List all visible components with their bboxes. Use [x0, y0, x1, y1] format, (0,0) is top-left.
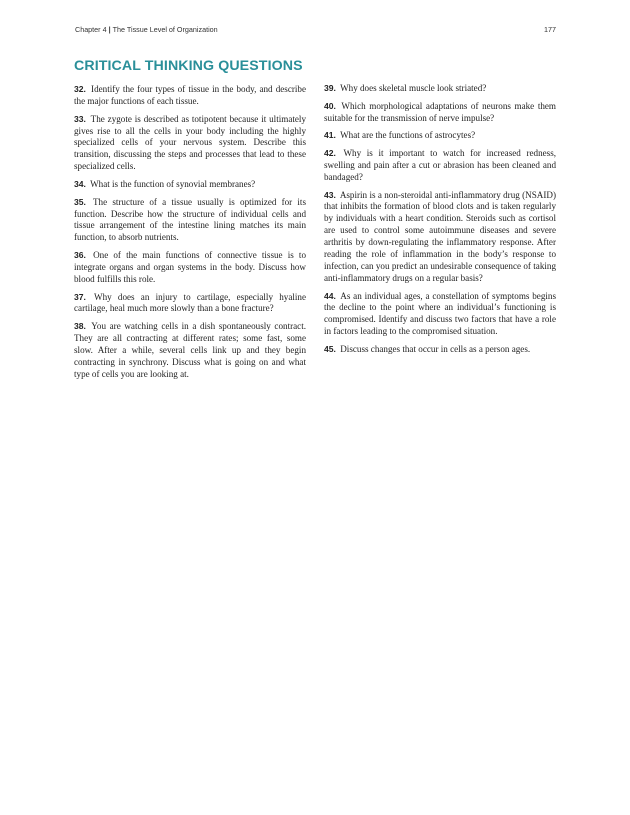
question-number: 34. [74, 178, 86, 189]
question-number: 37. [74, 291, 86, 302]
question-text: As an individual ages, a constellation of symptoms begins the decline to the point where an individual’s functioning is compromised. Identify and discuss two factors that have a role in factors leading to the compromised situation. [324, 290, 556, 337]
question-number: 45. [324, 344, 336, 354]
chapter-title: The Tissue Level of Organization [112, 25, 218, 34]
question-number: 32. [74, 84, 86, 94]
question-text: You are watching cells in a dish spontaneously contract. They are all contracting at different rates; some fast, some slow. After a while, several cells link up and they begin contracting in synchrony. Discuss what is going on and what type of cells you are looking at. [74, 321, 306, 379]
question-text: Discuss changes that occur in cells as a person ages. [340, 344, 531, 354]
question-42 [324, 148, 556, 184]
question-37 [74, 292, 306, 316]
question-text: Identify the four types of tissue in the body, and describe the major functions of each tissue. [74, 84, 306, 106]
question-number: 38. [74, 321, 86, 332]
question-text: Which morphological adaptations of neurons make them suitable for the transmission of nerve impulse? [324, 100, 557, 123]
page-number: 177 [544, 25, 556, 34]
question-39 [324, 83, 556, 95]
question-text: What is the function of synovial membranes? [90, 178, 256, 189]
question-number: 43. [324, 189, 336, 200]
chapter-label: Chapter 4 [75, 25, 107, 34]
question-number: 39. [324, 83, 336, 93]
question-text: Aspirin is a non-steroidal anti-inflammatory drug (NSAID) that inhibits the formation of blood clots and is taken regularly by individuals with a heart condition. Steroids such as cortisol are used to control some autoimmune diseases and severe arthritis by down-regulating the inflammatory response. After reading the role of inflammation in the body’s response to infection, can you predict an undesirable consequence of taking anti-inflammatory drugs on a regular basis? [324, 189, 556, 283]
question-33 [74, 114, 306, 174]
header-separator: | [108, 25, 111, 34]
question-38 [74, 321, 306, 381]
questions-column-left [74, 84, 306, 387]
question-text: One of the main functions of connective tissue is to integrate organs and organ systems in the body. Discuss how blood fulfills this role. [74, 250, 306, 284]
section-title: CRITICAL THINKING QUESTIONS [74, 58, 303, 74]
question-32 [74, 84, 306, 108]
question-36 [74, 250, 306, 286]
question-34 [74, 179, 306, 191]
running-head [75, 25, 218, 34]
question-number: 41. [324, 130, 336, 141]
question-text: The structure of a tissue usually is optimized for its function. Describe how the structure of individual cells and tissue arrangement of the intestine lining matches its main function, to absorb nutrients. [74, 196, 307, 243]
question-40 [324, 101, 556, 125]
question-text: What are the functions of astrocytes? [340, 130, 476, 141]
page-header [75, 25, 556, 34]
question-number: 36. [74, 250, 86, 261]
question-45 [324, 344, 556, 356]
question-text: Why does skeletal muscle look striated? [340, 83, 487, 93]
question-number: 35. [74, 196, 86, 207]
questions-column-right [324, 83, 556, 362]
question-41 [324, 130, 556, 142]
question-number: 42. [324, 148, 336, 159]
question-text: The zygote is described as totipotent because it ultimately gives rise to all the cells in your body including the highly specialized cells of your nervous system. Describe this transition, discussing the steps and processes that lead to these specialized cells. [74, 113, 307, 172]
question-43 [324, 190, 556, 285]
question-text: Why is it important to watch for increased redness, swelling and pain after a cut or abrasion has been cleaned and bandaged? [324, 148, 557, 182]
question-text: Why does an injury to cartilage, especially hyaline cartilage, heal much more slowly than a bone fracture? [74, 291, 306, 314]
question-number: 40. [324, 100, 336, 111]
question-44 [324, 291, 556, 339]
question-35 [74, 197, 306, 245]
question-number: 33. [74, 113, 86, 124]
question-number: 44. [324, 290, 336, 301]
